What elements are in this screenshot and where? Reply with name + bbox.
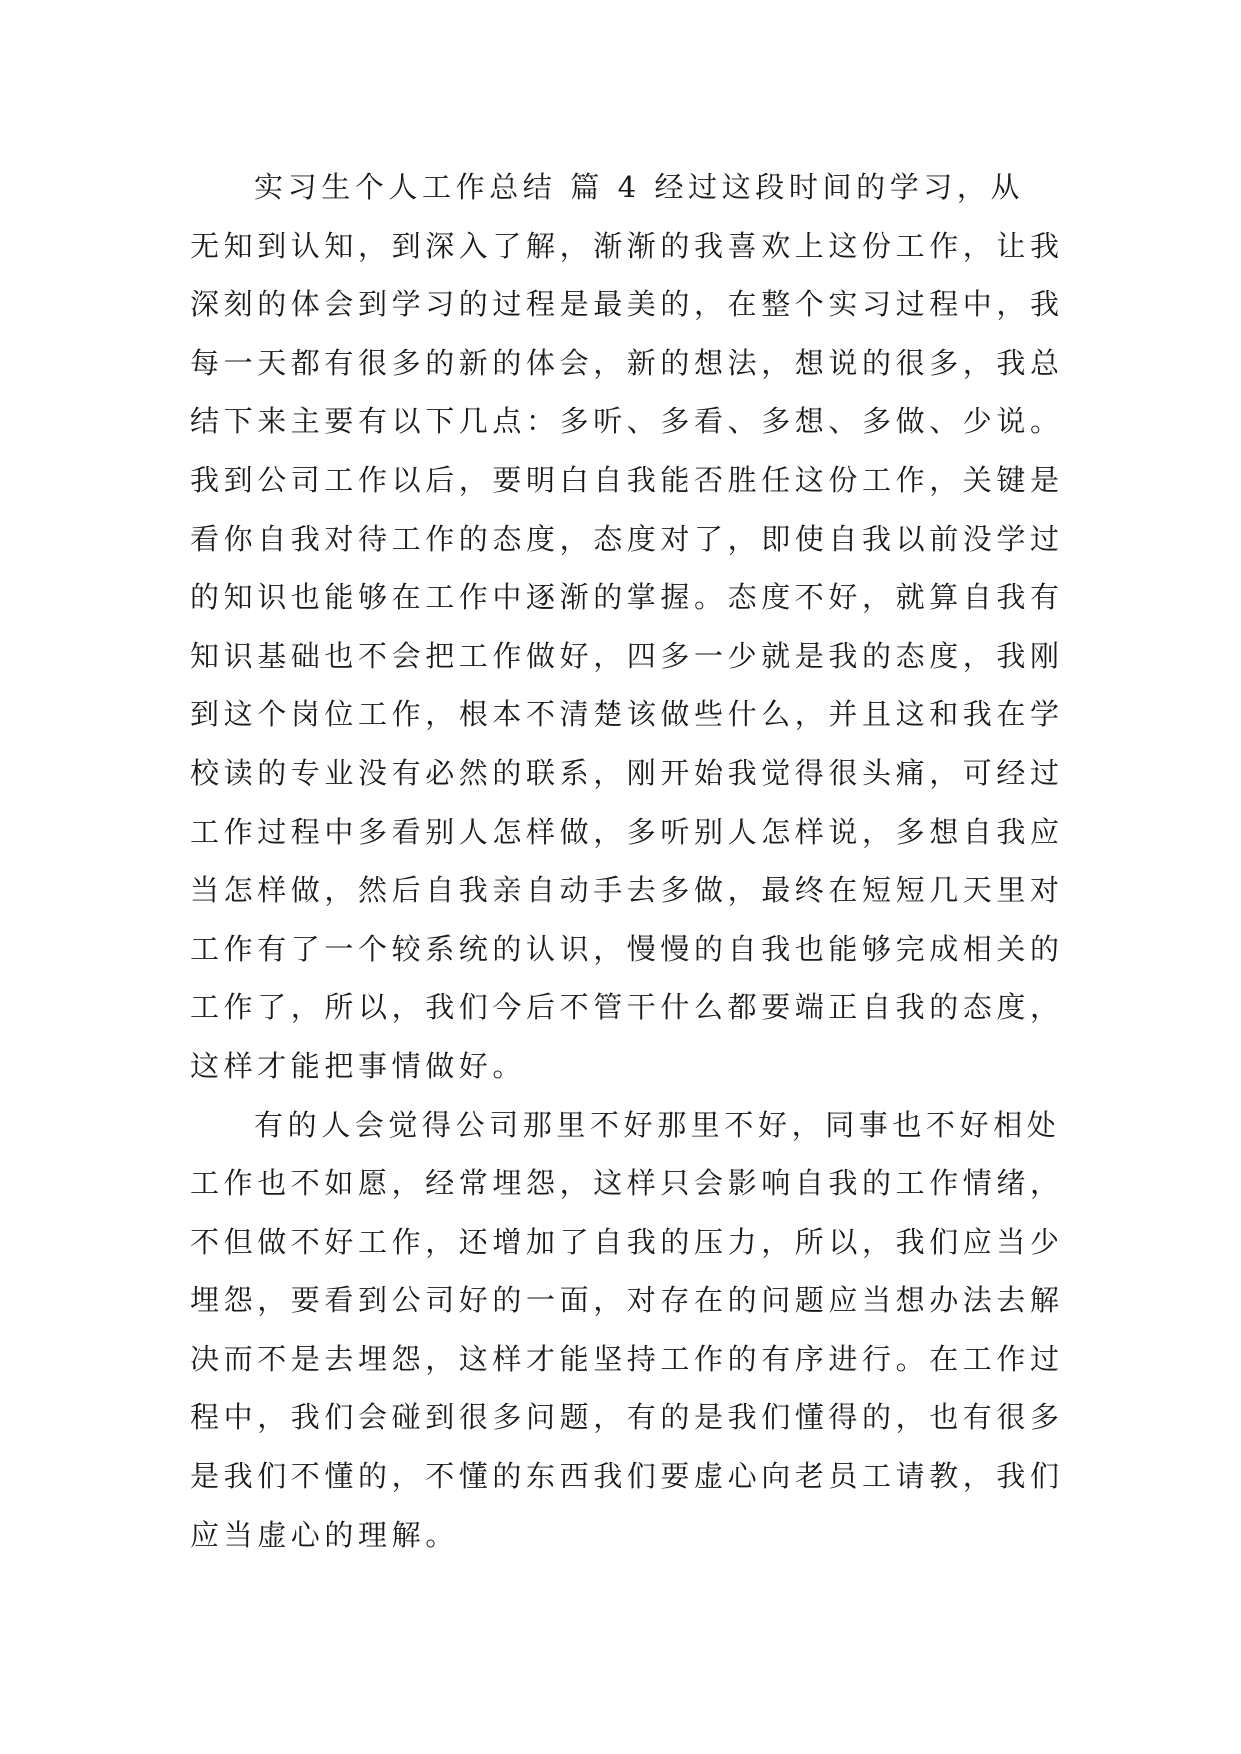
text-line: 程中，我们会碰到很多问题，有的是我们懂得的，也有很多	[190, 1400, 1064, 1435]
text-line: 工作了，所以，我们今后不管干什么都要端正自我的态度，	[190, 990, 1064, 1025]
text-line: 有的人会觉得公司那里不好那里不好，同事也不好相处	[254, 1107, 1061, 1142]
text-line: 无知到认知，到深入了解，渐渐的我喜欢上这份工作，让我	[190, 228, 1064, 263]
text-line: 知识基础也不会把工作做好，四多一少就是我的态度，我刚	[190, 638, 1064, 673]
text-line: 这样才能把事情做好。	[190, 1048, 527, 1083]
text-line: 不但做不好工作，还增加了自我的压力，所以，我们应当少	[190, 1224, 1064, 1259]
text-line: 我到公司工作以后，要明白自我能否胜任这份工作，关键是	[190, 462, 1064, 497]
text-line: 校读的专业没有必然的联系，刚开始我觉得很头痛，可经过	[190, 755, 1064, 790]
text-line: 实习生个人工作总结 篇 4 经过这段时间的学习，从	[254, 170, 1025, 204]
text-line: 应当虚心的理解。	[190, 1517, 459, 1552]
text-line: 是我们不懂的，不懂的东西我们要虚心向老员工请教，我们	[190, 1459, 1064, 1494]
text-line: 决而不是去埋怨，这样才能坚持工作的有序进行。在工作过	[190, 1341, 1064, 1376]
text-line: 的知识也能够在工作中逐渐的掌握。态度不好，就算自我有	[190, 580, 1064, 615]
text-line: 每一天都有很多的新的体会，新的想法，想说的很多，我总	[190, 345, 1064, 380]
text-line: 工作有了一个较系统的认识，慢慢的自我也能够完成相关的	[190, 931, 1064, 966]
text-line: 结下来主要有以下几点：多听、多看、多想、多做、少说。	[190, 404, 1064, 439]
text-line: 工作也不如愿，经常埋怨，这样只会影响自我的工作情绪，	[190, 1166, 1064, 1201]
text-line: 埋怨，要看到公司好的一面，对存在的问题应当想办法去解	[190, 1283, 1064, 1318]
text-line: 工作过程中多看别人怎样做，多听别人怎样说，多想自我应	[190, 814, 1064, 849]
text-line: 到这个岗位工作，根本不清楚该做些什么，并且这和我在学	[190, 697, 1064, 732]
text-line: 当怎样做，然后自我亲自动手去多做，最终在短短几天里对	[190, 873, 1064, 908]
text-line: 看你自我对待工作的态度，态度对了，即使自我以前没学过	[190, 521, 1064, 556]
body-text	[190, 158, 1070, 1564]
text-line: 深刻的体会到学习的过程是最美的，在整个实习过程中，我	[190, 287, 1064, 322]
